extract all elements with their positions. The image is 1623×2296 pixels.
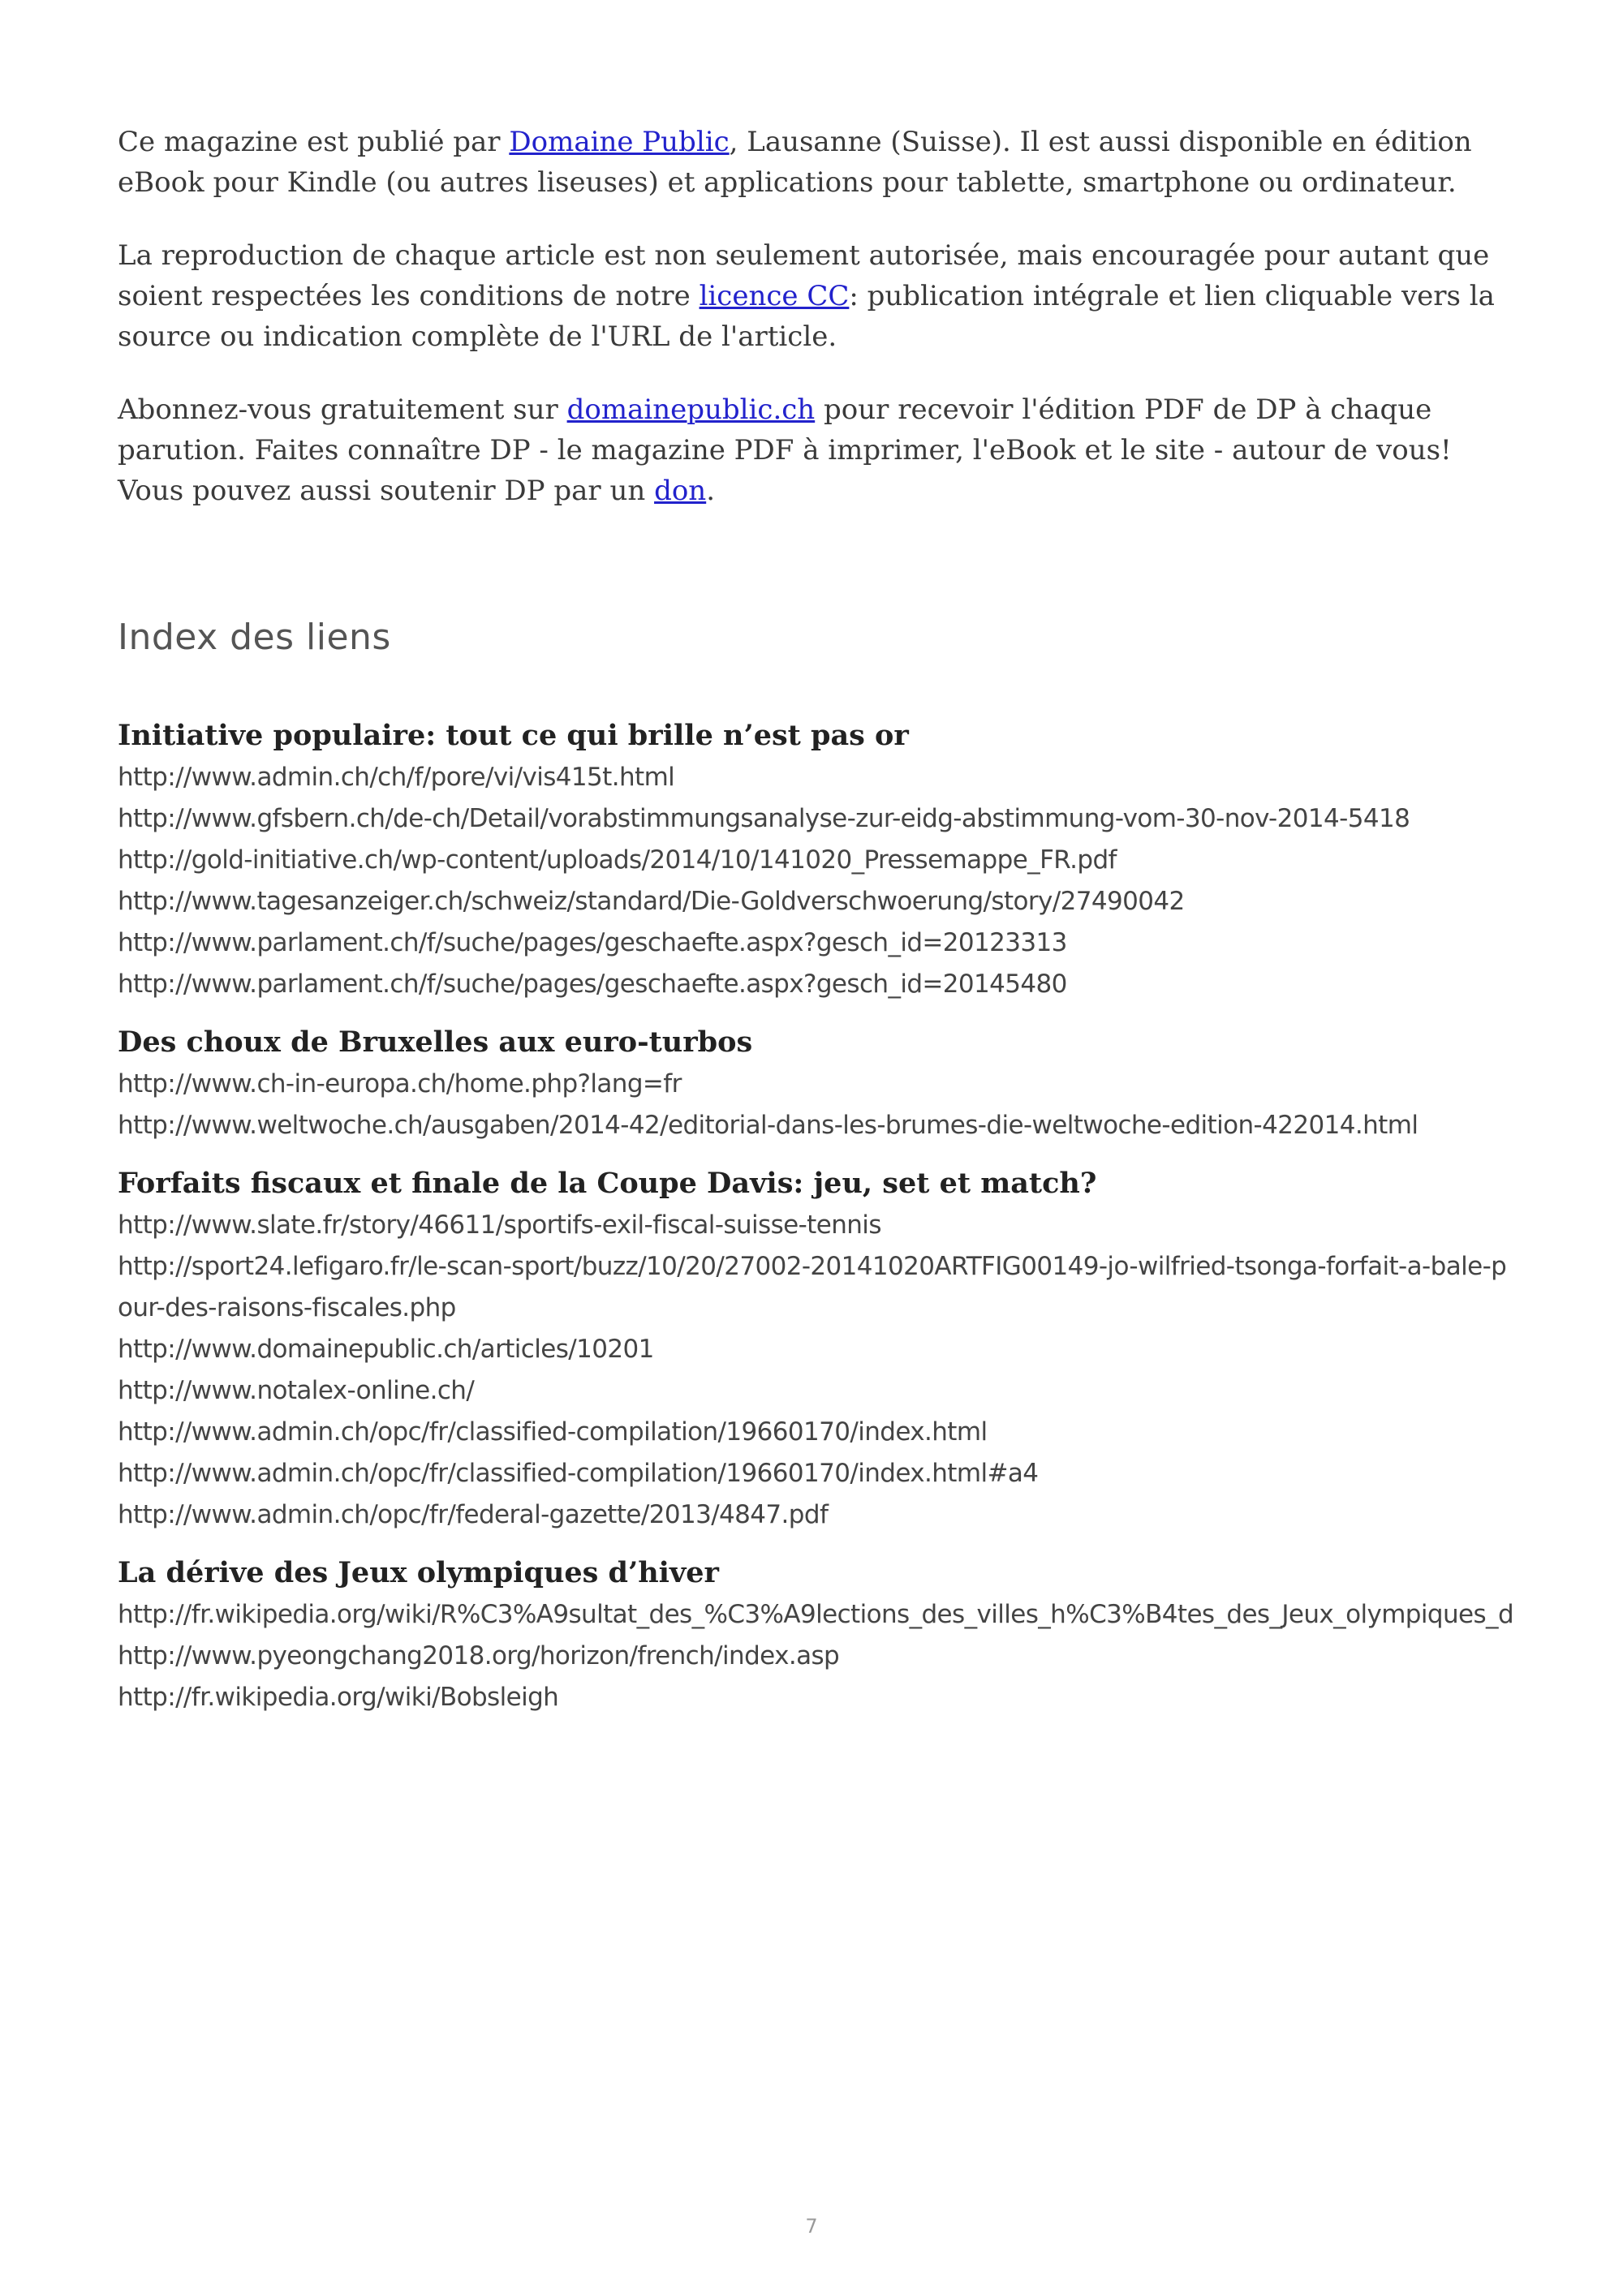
intro-text: pour recevoir l'édition PDF de DP à chaque parution. Faites connaître DP - le magazine PDF à imprimer, l'eBook et le site - autour de vous! Vous pouvez aussi soutenir DP par un: [118, 393, 1452, 507]
link-url[interactable]: http://www.pyeongchang2018.org/horizon/french/index.asp: [118, 1641, 840, 1670]
link-list: [118, 1594, 1513, 1718]
intro-text: : publication intégrale et lien cliquable vers la source ou indication complète de l'URL de l'article.: [118, 280, 1495, 353]
link-url[interactable]: http://fr.wikipedia.org/wiki/R%C3%A9sultat_des_%C3%A9lections_des_villes_h%C3%B4tes_des_Jeux_olympiques_d: [118, 1600, 1514, 1629]
don-link[interactable]: don: [654, 475, 707, 507]
link-url[interactable]: http://www.admin.ch/opc/fr/classified-compilation/19660170/index.html: [118, 1417, 988, 1447]
link-url[interactable]: http://sport24.lefigaro.fr/le-scan-sport/buzz/10/20/27002-20141020ARTFIG00149-jo-wilfried-tsonga-forfait-a-bale-pour-des-raisons-fiscales.php: [118, 1252, 1507, 1322]
link-list: [118, 1064, 1513, 1146]
index-section: [118, 1552, 1513, 1718]
link-list: [118, 757, 1513, 1005]
link-url[interactable]: http://fr.wikipedia.org/wiki/Bobsleigh: [118, 1683, 559, 1712]
link-url[interactable]: http://www.admin.ch/opc/fr/classified-compilation/19660170/index.html#a4: [118, 1459, 1039, 1488]
link-url[interactable]: http://www.parlament.ch/f/suche/pages/geschaefte.aspx?gesch_id=20145480: [118, 970, 1067, 999]
page-number: 7: [805, 2215, 818, 2238]
link-url[interactable]: http://www.slate.fr/story/46611/sportifs-exil-fiscal-suisse-tennis: [118, 1210, 881, 1240]
link-url[interactable]: http://www.admin.ch/ch/f/pore/vi/vis415t.html: [118, 763, 675, 792]
section-title: Initiative populaire: tout ce qui brille n’est pas or: [118, 719, 909, 752]
intro-text: Abonnez-vous gratuitement sur: [118, 393, 567, 426]
link-list: [118, 1205, 1513, 1536]
intro-text: .: [706, 475, 716, 507]
section-title: Forfaits fiscaux et finale de la Coupe Davis: jeu, set et match?: [118, 1167, 1097, 1200]
link-url[interactable]: http://www.parlament.ch/f/suche/pages/geschaefte.aspx?gesch_id=20123313: [118, 928, 1067, 957]
section-title: Des choux de Bruxelles aux euro-turbos: [118, 1025, 753, 1059]
domainepublic-link[interactable]: domainepublic.ch: [566, 393, 816, 426]
index-section: [118, 1163, 1513, 1536]
link-url[interactable]: http://www.tagesanzeiger.ch/schweiz/standard/Die-Goldverschwoerung/story/27490042: [118, 887, 1185, 916]
intro-text: Ce magazine est publié par: [118, 126, 510, 158]
section-title: La dérive des Jeux olympiques d’hiver: [118, 1556, 719, 1589]
link-url[interactable]: http://gold-initiative.ch/wp-content/uploads/2014/10/141020_Pressemappe_FR.pdf: [118, 845, 1117, 875]
index-section: [118, 715, 1513, 1005]
intro-text: , Lausanne (Suisse). Il est aussi disponible en édition eBook pour Kindle (ou autres liseuses) et applications pour tablette, smartphone ou ordinateur.: [118, 126, 1472, 199]
intro-paragraph-publisher: [118, 122, 1513, 203]
index-title: Index des liens: [118, 617, 391, 658]
link-url[interactable]: http://www.weltwoche.ch/ausgaben/2014-42/editorial-dans-les-brumes-die-weltwoche-edition-422014.html: [118, 1111, 1419, 1140]
index-section: [118, 1021, 1513, 1146]
intro-paragraph-subscribe: [118, 389, 1513, 511]
domaine-public-link[interactable]: Domaine Public: [509, 126, 730, 158]
document-page: [118, 122, 1513, 1735]
link-url[interactable]: http://www.gfsbern.ch/de-ch/Detail/vorabstimmungsanalyse-zur-eidg-abstimmung-vom-30-nov-2014-5418: [118, 804, 1410, 833]
link-url[interactable]: http://www.notalex-online.ch/: [118, 1376, 475, 1405]
link-url[interactable]: http://www.admin.ch/opc/fr/federal-gazette/2013/4847.pdf: [118, 1500, 829, 1529]
intro-text: La reproduction de chaque article est non seulement autorisée, mais encouragée pour autant que soient respectées les conditions de notre: [118, 239, 1490, 312]
link-url[interactable]: http://www.domainepublic.ch/articles/10201: [118, 1335, 654, 1364]
link-url[interactable]: http://www.ch-in-europa.ch/home.php?lang=fr: [118, 1069, 682, 1099]
link-index: [118, 715, 1513, 1718]
licence-cc-link[interactable]: licence CC: [699, 280, 850, 312]
intro-paragraph-license: [118, 235, 1513, 357]
